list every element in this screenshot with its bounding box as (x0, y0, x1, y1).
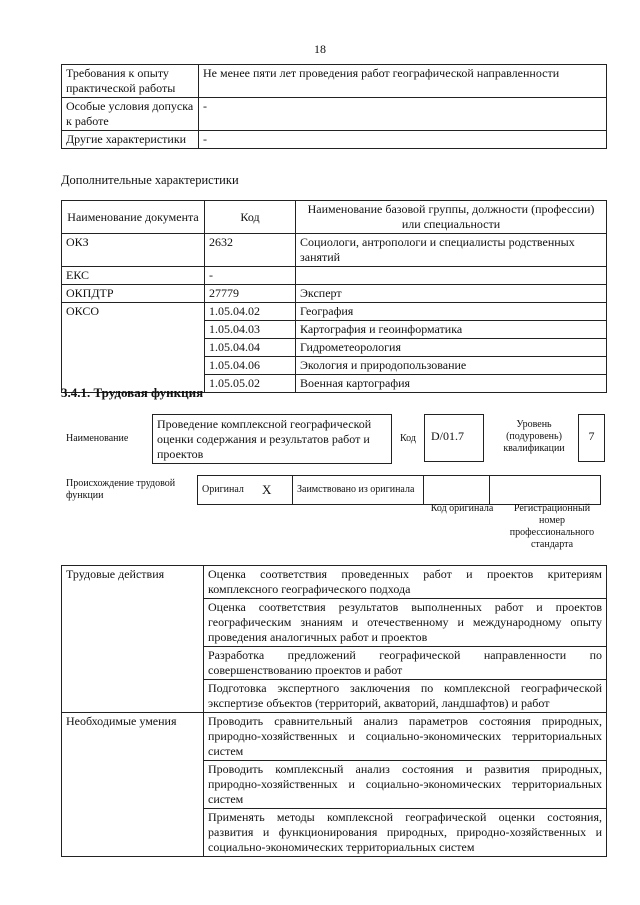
header-doc: Наименование документа (62, 201, 205, 234)
code-orig-label: Код оригинала (430, 503, 494, 514)
reg-label: Регистрационный номер профессионального стандарта (509, 503, 595, 550)
cell-code: 1.05.04.06 (205, 357, 296, 375)
cell-doc: ЕКС (62, 267, 205, 285)
additional-title: Дополнительные характеристики (61, 173, 239, 187)
page-number: 18 (314, 42, 326, 56)
header-name: Наименование базовой группы, должности (профессии) или специальности (296, 201, 607, 234)
cell-doc: ОКСО (62, 303, 205, 393)
duty-item: Оценка соответствия результатов выполненных работ и проектов географическим знаниям и отечественному и международному опыту проведения аналогичных работ и проектов (204, 599, 607, 647)
additional-table (61, 200, 607, 393)
cell-name: Картография и геоинформатика (296, 321, 607, 339)
original-label: Оригинал (198, 476, 259, 505)
reg-number-cell (490, 476, 601, 505)
duty-item: Разработка предложений географической направленности по совершенствованию проектов и работ (204, 647, 607, 680)
req-value: - (199, 131, 607, 149)
cell-name (296, 267, 607, 285)
code-value: D/01.7 (424, 414, 484, 462)
original-code-cell (424, 476, 490, 505)
cell-code: 1.05.04.04 (205, 339, 296, 357)
cell-code: - (205, 267, 296, 285)
skills-label: Необходимые умения (62, 713, 204, 857)
name-label: Наименование (66, 433, 129, 444)
cell-name: Эксперт (296, 285, 607, 303)
table-header (62, 201, 607, 234)
table-row (62, 303, 607, 321)
table-row (62, 713, 607, 761)
origin-label: Происхождение трудовой функции (66, 478, 176, 501)
duty-item: Подготовка экспертного заключения по комплексной географической экспертизе объектов (территорий, акваторий, ландшафтов) и работ (204, 680, 607, 713)
req-value: - (199, 98, 607, 131)
duty-item: Оценка соответствия проведенных работ и проектов критериям комплексного географического подхода (204, 566, 607, 599)
duties-label: Трудовые действия (62, 566, 204, 713)
borrowed-label: Заимствовано из оригинала (293, 476, 424, 505)
table-row (62, 131, 607, 149)
cell-name: Экология и природопользование (296, 357, 607, 375)
cell-code: 1.05.04.02 (205, 303, 296, 321)
code-label: Код (400, 433, 416, 444)
table-row (62, 566, 607, 599)
cell-doc: ОКПДТР (62, 285, 205, 303)
requirements-table (61, 64, 607, 149)
cell-code: 27779 (205, 285, 296, 303)
skill-item: Проводить комплексный анализ состояния и развития природных, природно-хозяйственных и социально-экономических территориальных систем (204, 761, 607, 809)
origin-table (197, 475, 601, 505)
cell-doc: ОКЗ (62, 234, 205, 267)
cell-code: 2632 (205, 234, 296, 267)
cell-name: Гидрометеорология (296, 339, 607, 357)
cell-name: Военная картография (296, 375, 607, 393)
cell-code: 1.05.04.03 (205, 321, 296, 339)
table-row (198, 476, 601, 505)
table-row (62, 267, 607, 285)
table-row (62, 65, 607, 98)
req-value: Не менее пяти лет проведения работ географической направленности (199, 65, 607, 98)
table-row (62, 98, 607, 131)
skill-item: Применять методы комплексной географической оценки состояния, развития и функционирования природных, природно-хозяйственных и социально-экономических территориальных систем (204, 809, 607, 857)
skill-item: Проводить сравнительный анализ параметров состояния природных, природно-хозяйственных и социально-экономических территориальных систем (204, 713, 607, 761)
table-row (62, 234, 607, 267)
cell-name: Социологи, антропологи и специалисты родственных занятий (296, 234, 607, 267)
level-label: Уровень (подуровень) квалификации (503, 419, 565, 454)
req-label: Другие характеристики (62, 131, 199, 149)
req-label: Особые условия допуска к работе (62, 98, 199, 131)
section-title: 3.4.1. Трудовая функция (61, 385, 204, 400)
table-row (62, 285, 607, 303)
cell-code: 1.05.05.02 (205, 375, 296, 393)
duties-table (61, 565, 607, 857)
level-value: 7 (578, 414, 605, 462)
req-label: Требования к опыту практической работы (62, 65, 199, 98)
function-name: Проведение комплексной географической оценки содержания и результатов работ и проектов (152, 414, 392, 464)
cell-name: География (296, 303, 607, 321)
header-code: Код (205, 201, 296, 234)
original-mark: X (258, 476, 293, 505)
